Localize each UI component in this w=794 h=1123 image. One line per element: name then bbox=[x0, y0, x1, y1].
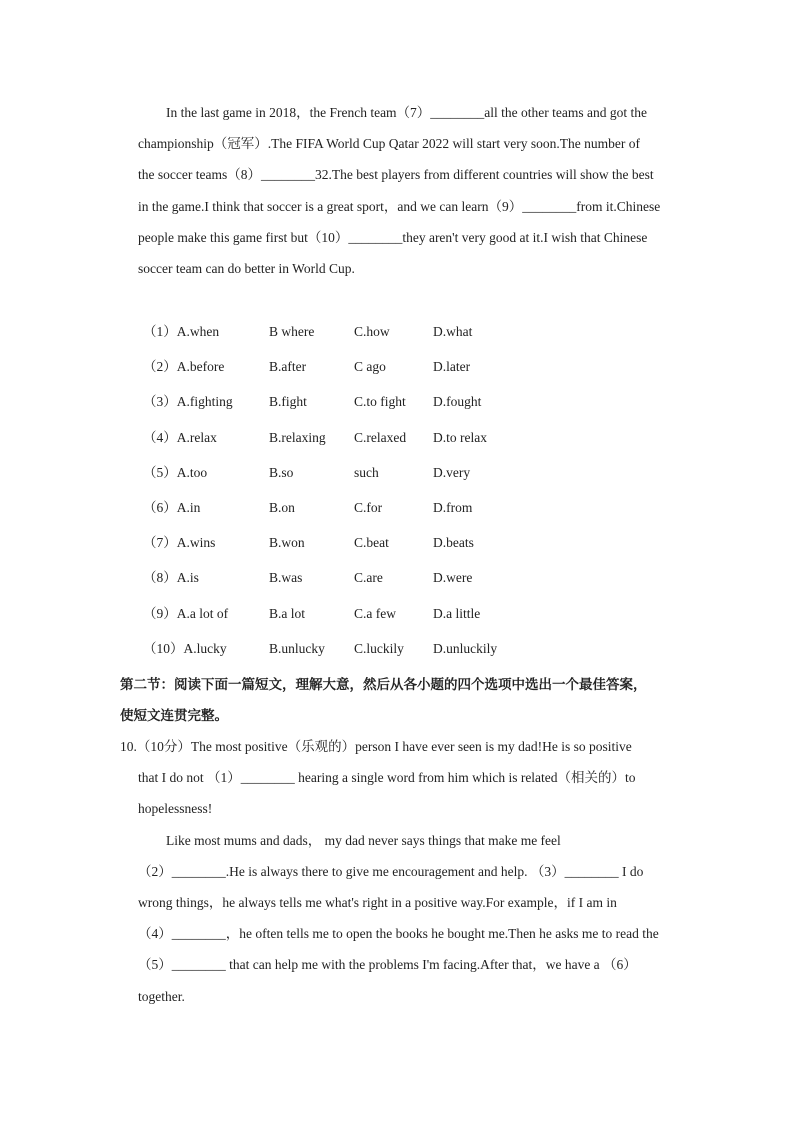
option-b: B.won bbox=[269, 535, 305, 551]
option-d: D.a little bbox=[433, 605, 481, 621]
question-10 bbox=[120, 731, 676, 1012]
option-a: （1）A.when bbox=[143, 324, 220, 339]
question-line: （5）________ that can help me with the problems I'm facing.After that，we have a （6） bbox=[138, 957, 637, 973]
option-a: （9）A.a lot of bbox=[143, 605, 229, 621]
option-b: B.fight bbox=[269, 394, 307, 410]
option-b: B where bbox=[269, 324, 315, 339]
option-d: D.unluckily bbox=[433, 640, 498, 656]
question-line: Like most mums and dads， my dad never says things that make me feel bbox=[166, 832, 561, 848]
option-a: （7）A.wins bbox=[143, 535, 216, 551]
option-d: D.to relax bbox=[433, 429, 487, 445]
option-a: （10）A.lucky bbox=[143, 640, 227, 656]
option-c: C.how bbox=[354, 324, 390, 339]
option-d: D.later bbox=[433, 359, 471, 375]
question-line: hopelessness! bbox=[138, 801, 213, 817]
passage-paragraph bbox=[138, 97, 674, 284]
passage-line-2: championship（冠军）.The FIFA World Cup Qatar 2022 will start very soon.The number of bbox=[138, 136, 640, 152]
option-a: （5）A.too bbox=[143, 464, 208, 480]
option-c: C.relaxed bbox=[354, 429, 407, 445]
option-b: B.on bbox=[269, 499, 295, 515]
option-a: （4）A.relax bbox=[143, 429, 217, 445]
question-line: 10.（10分）The most positive（乐观的）person I have ever seen is my dad!He is so positive bbox=[120, 739, 632, 754]
section-heading bbox=[120, 670, 676, 732]
option-a: （3）A.fighting bbox=[143, 394, 233, 410]
option-c: C.to fight bbox=[354, 394, 406, 410]
option-c: C.luckily bbox=[354, 640, 404, 656]
option-a: （2）A.before bbox=[143, 359, 225, 375]
section-heading-line-2: 使短文连贯完整。 bbox=[120, 708, 228, 724]
option-c: C.a few bbox=[354, 605, 396, 621]
option-c: C.beat bbox=[354, 535, 389, 551]
question-line: together. bbox=[138, 988, 185, 1004]
option-b: B.a lot bbox=[269, 605, 305, 621]
passage-line-3: the soccer teams（8）________32.The best players from different countries will show the best bbox=[138, 167, 654, 183]
option-b: B.after bbox=[269, 359, 307, 375]
option-d: D.were bbox=[433, 570, 473, 586]
option-b: B.relaxing bbox=[269, 429, 326, 445]
option-d: D.beats bbox=[433, 535, 474, 551]
option-d: D.very bbox=[433, 464, 471, 480]
option-b: B.unlucky bbox=[269, 640, 325, 656]
option-c: C ago bbox=[354, 359, 386, 375]
passage-line-5: people make this game first but（10）________they aren't very good at it.I wish that Chinese bbox=[138, 229, 648, 245]
section-heading-line-1: 第二节：阅读下面一篇短文，理解大意，然后从各小题的四个选项中选出一个最佳答案， bbox=[120, 677, 647, 693]
question-line: （4）________，he often tells me to open the books he bought me.Then he asks me to read the bbox=[138, 926, 659, 942]
option-c: C.are bbox=[354, 570, 383, 586]
option-d: D.what bbox=[433, 324, 473, 339]
option-a: （8）A.is bbox=[143, 570, 199, 586]
option-c: such bbox=[354, 464, 379, 480]
passage-line-6: soccer team can do better in World Cup. bbox=[138, 261, 355, 277]
question-line: （2）________.He is always there to give me encouragement and help. （3）________ I do bbox=[138, 863, 644, 879]
option-a: （6）A.in bbox=[143, 499, 201, 515]
option-b: B.so bbox=[269, 464, 294, 480]
question-line: that I do not （1）________ hearing a single word from him which is related（相关的）to bbox=[138, 770, 636, 786]
option-d: D.fought bbox=[433, 394, 482, 410]
passage-line-1: In the last game in 2018，the French team（7）________all the other teams and got the bbox=[166, 105, 648, 120]
option-d: D.from bbox=[433, 499, 473, 515]
question-line: wrong things，he always tells me what's right in a positive way.For example，if I am in bbox=[138, 895, 617, 911]
passage-line-4: in the game.I think that soccer is a great sport，and we can learn（9）________from it.Chinese bbox=[138, 198, 661, 214]
option-c: C.for bbox=[354, 499, 383, 515]
option-b: B.was bbox=[269, 570, 303, 586]
